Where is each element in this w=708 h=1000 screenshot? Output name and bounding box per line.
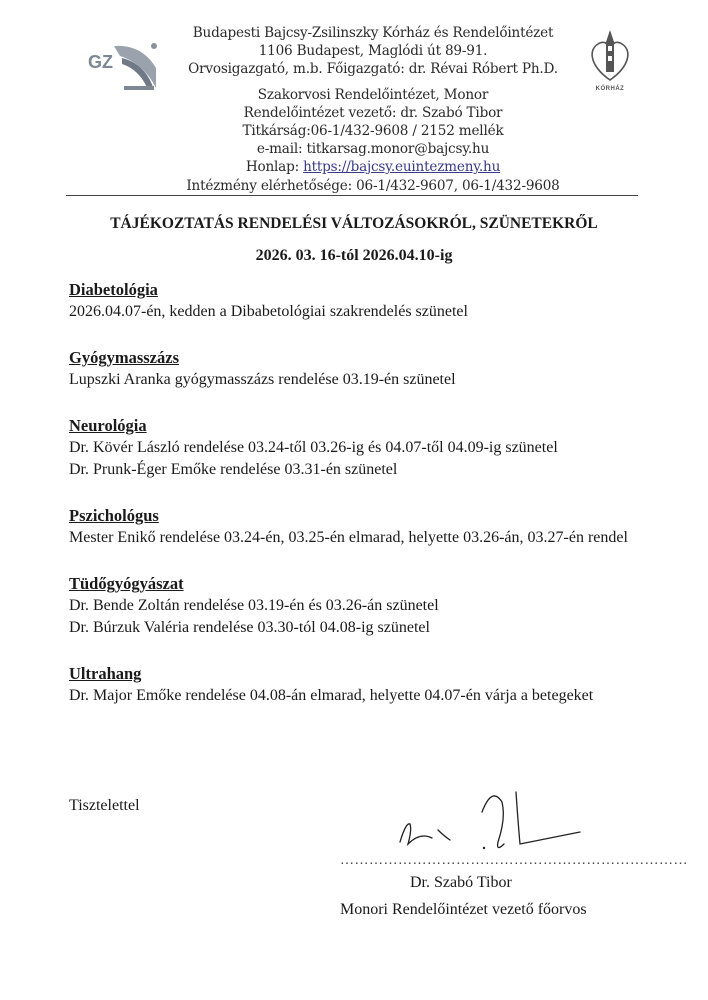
section-line: Dr. Prunk-Éger Emőke rendelése 03.31-én szünetel — [69, 461, 398, 478]
sections-list — [69, 279, 649, 731]
section-pszichologus — [69, 505, 649, 549]
signer-name: Dr. Szabó Tibor — [410, 874, 512, 891]
left-logo-text: GZ — [88, 52, 113, 72]
section-heading: Ultrahang — [69, 664, 142, 683]
section-heading: Gyógymasszázs — [69, 348, 179, 367]
header-line: Szakorvosi Rendelőintézet, Monor — [257, 86, 489, 103]
document-title: TÁJÉKOZTATÁS RENDELÉSI VÁLTOZÁSOKRÓL, SZÜNETEKRŐL — [110, 215, 598, 232]
signature-dots: ……………………………………………………………… — [340, 853, 688, 868]
header-line: Budapesti Bajcsy-Zsilinszky Kórház és Rendelőintézet — [192, 25, 554, 41]
right-logo-text: KÓRHÁZ — [595, 86, 625, 92]
section-heading: Diabetológia — [69, 280, 158, 299]
section-line: Lupszki Aranka gyógymasszázs rendelése 03.19-én szünetel — [69, 371, 456, 388]
section-line: Dr. Bende Zoltán rendelése 03.19-én és 03.26-án szünetel — [69, 597, 439, 614]
hospital-gz-logo-icon — [84, 38, 166, 94]
institution-header — [168, 24, 578, 195]
section-heading: Tüdőgyógyászat — [69, 574, 184, 593]
document-subtitle: 2026. 03. 16-tól 2026.04.10-ig — [255, 247, 453, 264]
header-divider — [66, 195, 638, 196]
signer-title: Monori Rendelőintézet vezető főorvos — [340, 901, 587, 918]
homepage-line — [168, 158, 578, 176]
section-line: Mester Enikő rendelése 03.24-én, 03.25-én elmarad, helyette 03.26-án, 03.27-én rendel — [69, 529, 628, 546]
handwritten-signature-icon — [380, 782, 590, 862]
closing-text: Tisztelettel — [69, 797, 140, 814]
section-line: 2026.04.07-én, kedden a Dibabetológiai szakrendelés szünetel — [69, 303, 468, 320]
section-heading: Neurológia — [69, 416, 147, 435]
section-ultrahang — [69, 663, 649, 707]
section-line: Dr. Major Emőke rendelése 04.08-án elmarad, helyette 04.07-én várja a betegeket — [69, 687, 594, 704]
header-line: 1106 Budapest, Maglódi út 89-91. — [258, 43, 488, 60]
section-gyogymasszazs — [69, 347, 649, 391]
section-diabetologia — [69, 279, 649, 323]
homepage-label: Honlap: — [245, 159, 304, 176]
section-heading: Pszichológus — [69, 506, 159, 525]
section-neurologia — [69, 415, 649, 481]
header-line: Orvosigazgató, m.b. Főigazgató: dr. Révai Róbert Ph.D. — [188, 61, 558, 78]
header-line: e-mail: titkarsag.monor@bajcsy.hu — [256, 141, 490, 158]
homepage-link[interactable]: https://bajcsy.euintezmeny.hu — [303, 159, 501, 176]
header-line: Rendelőintézet vezető: dr. Szabó Tibor — [243, 104, 503, 121]
section-line: Dr. Kövér László rendelése 03.24-től 03.26-ig és 04.07-től 04.09-ig szünetel — [69, 439, 558, 456]
availability-line: Intézmény elérhetősége: 06-1/432-9607, 06-1/432-9608 — [186, 177, 560, 194]
header-line: Titkárság:06-1/432-9608 / 2152 mellék — [242, 123, 504, 140]
section-line: Dr. Búrzuk Valéria rendelése 03.30-tól 04.08-ig szünetel — [69, 619, 430, 636]
section-tudogyogyaszat — [69, 573, 649, 639]
